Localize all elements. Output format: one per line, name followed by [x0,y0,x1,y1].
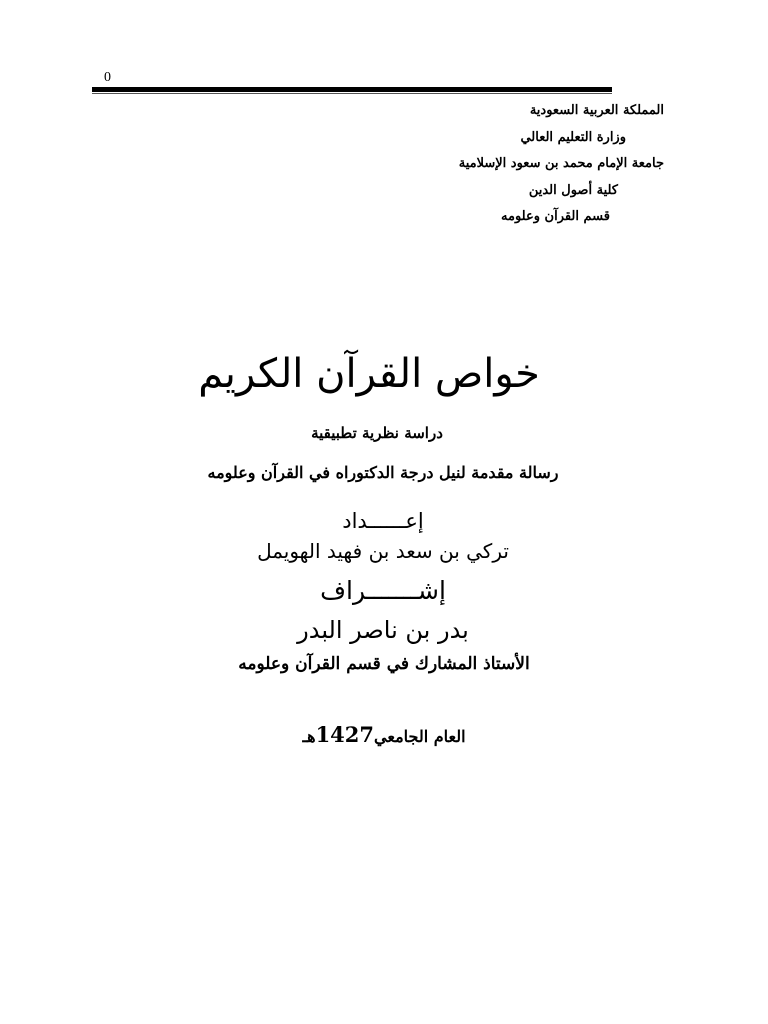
ministry-line: وزارة التعليم العالي [520,129,626,145]
prepared-by-label: إعــــــداد [342,509,424,533]
institution-block [420,98,664,231]
academic-year-prefix: العام الجامعي [374,727,466,746]
university-line: جامعة الإمام محمد بن سعود الإسلامية [458,156,664,171]
thesis-title: خواص القرآن الكريم [198,351,540,397]
academic-year-suffix: هـ [302,727,316,746]
college-line: كلية أصول الدين [528,182,618,198]
author-name: تركي بن سعد بن فهيد الهويمل [257,539,509,563]
header-rule-thin [92,93,612,94]
academic-year [0,718,768,754]
academic-year-number: 1427 [315,722,375,747]
kingdom-line: المملكة العربية السعودية [529,103,664,118]
thesis-purpose: رسالة مقدمة لنيل درجة الدكتوراه في القرآن وعلومه [207,463,559,482]
supervision-label: إشـــــــراف [320,576,446,605]
supervisor-name: بدر بن ناصر البدر [297,616,469,644]
department-line: قسم القرآن وعلومه [501,209,610,224]
header-rule [92,87,612,92]
thesis-subtitle: دراسة نظرية تطبيقية [311,424,443,442]
supervisor-title: الأستاذ المشارك في قسم القرآن وعلومه [238,654,530,674]
page-number: 0 [104,70,111,85]
